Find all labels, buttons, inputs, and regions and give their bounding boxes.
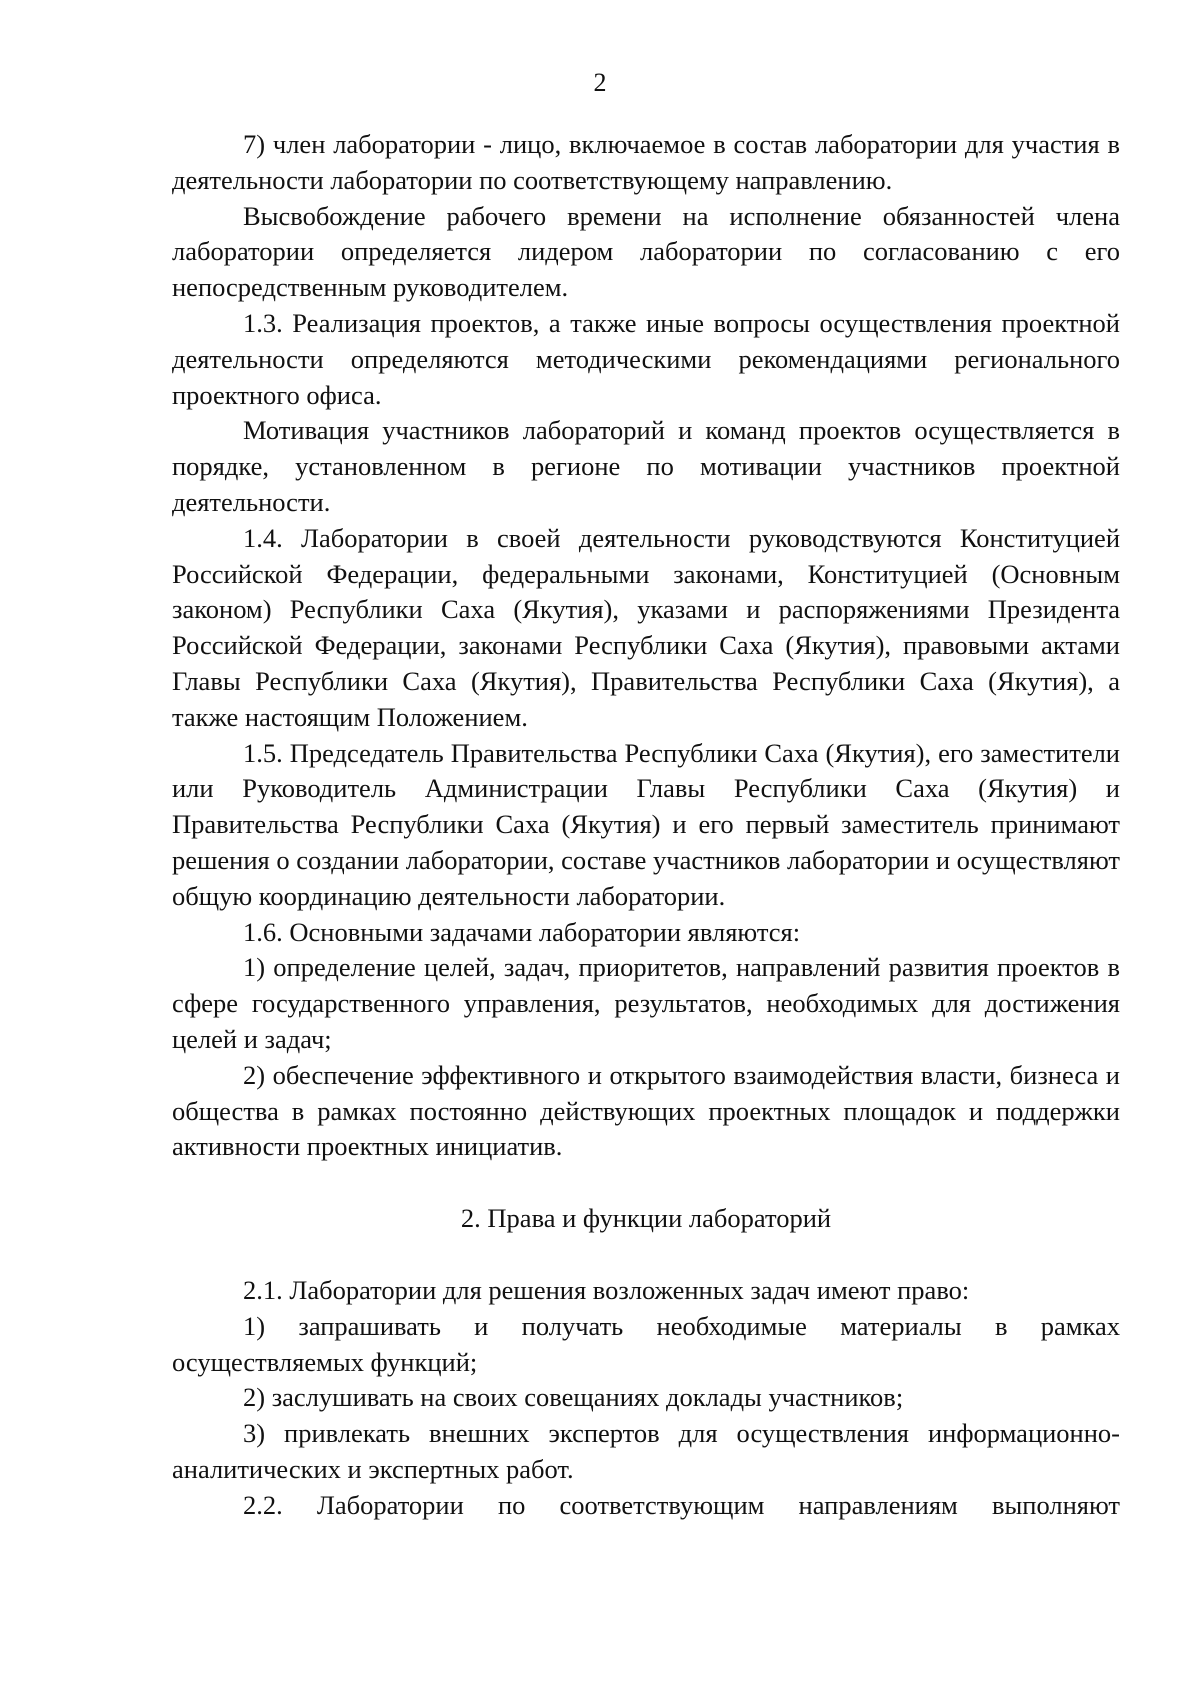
paragraph-1-3: 1.3. Реализация проектов, а также иные вопросы осуществления проектной деятельности определяются методическими рекомендациями регионального проектного офиса. bbox=[172, 307, 1120, 410]
paragraph-member-definition: 7) член лаборатории - лицо, включаемое в состав лаборатории для участия в деятельности лаборатории по соответствующему направлению. bbox=[172, 129, 1120, 195]
paragraph-right-2: 2) заслушивать на своих совещаниях доклады участников; bbox=[243, 1382, 904, 1413]
paragraph-1-5: 1.5. Председатель Правительства Республики Саха (Якутия), его заместители или Руководитель Администрации Главы Республики Саха (Якутия) и Правительства Республики Саха (Якутия) и его первый заместитель принимают решения о создании лаборатории, составе участников лаборатории и осуществляют общую координацию деятельности лаборатории. bbox=[172, 737, 1120, 911]
paragraph-1-6: 1.6. Основными задачами лаборатории являются: bbox=[243, 916, 801, 947]
paragraph-right-1: 1) запрашивать и получать необходимые материалы в рамках осуществляемых функций; bbox=[172, 1310, 1120, 1377]
paragraph-task-1: 1) определение целей, задач, приоритетов, направлений развития проектов в сфере государственного управления, результатов, необходимых для достижения целей и задач; bbox=[172, 952, 1120, 1054]
document-body bbox=[172, 127, 1120, 1523]
paragraph-2-2: 2.2. Лаборатории по соответствующим направлениям выполняют bbox=[243, 1489, 1120, 1520]
paragraph-right-3: 3) привлекать внешних экспертов для осуществления информационно-аналитических и экспертных работ. bbox=[172, 1418, 1120, 1484]
paragraph-motivation: Мотивация участников лабораторий и команд проектов осуществляется в порядке, установленном в регионе по мотивации участников проектной деятельности. bbox=[172, 415, 1120, 517]
paragraph-task-2: 2) обеспечение эффективного и открытого взаимодействия власти, бизнеса и общества в рамках постоянно действующих проектных площадок и поддержки активности проектных инициатив. bbox=[172, 1059, 1120, 1162]
paragraph-work-time: Высвобождение рабочего времени на исполнение обязанностей члена лаборатории определяется лидером лаборатории по согласованию с его непосредственным руководителем. bbox=[172, 200, 1120, 303]
page-number: 2 bbox=[593, 68, 607, 97]
section-heading: 2. Права и функции лабораторий bbox=[460, 1203, 832, 1234]
paragraph-1-4: 1.4. Лаборатории в своей деятельности руководствуются Конституцией Российской Федерации, федеральными законами, Конституцией (Основным законом) Республики Саха (Якутия), указами и распоряжениями Президента Российской Федерации, законами Республики Саха (Якутия), правовыми актами Главы Республики Саха (Якутия), Правительства Республики Саха (Якутия), а также настоящим Положением. bbox=[172, 522, 1120, 732]
paragraph-2-1: 2.1. Лаборатории для решения возложенных задач имеют право: bbox=[243, 1274, 970, 1305]
